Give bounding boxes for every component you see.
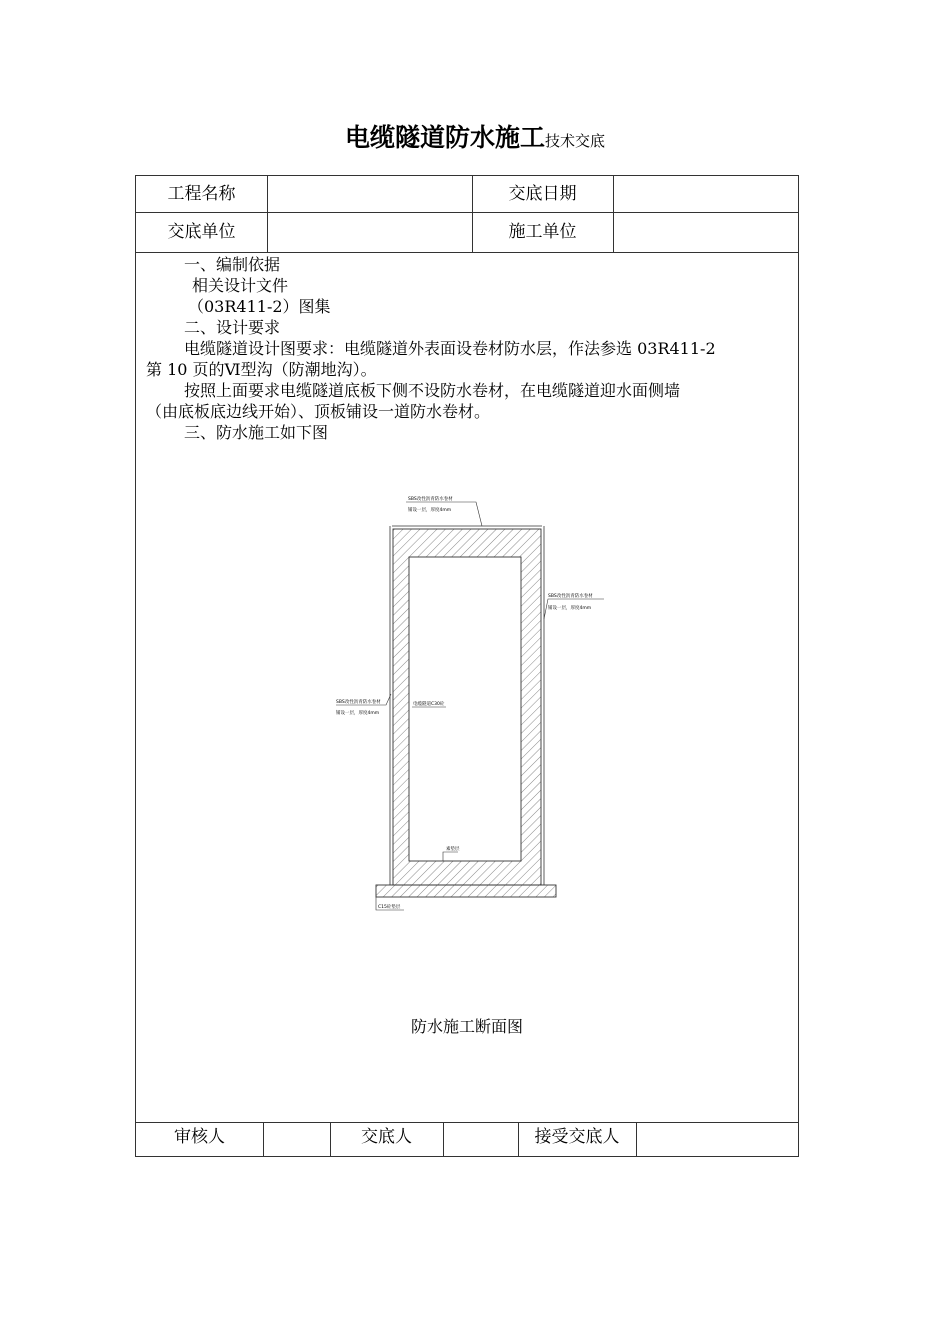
discloser-label: 交底人 [361,1127,412,1147]
waterproofing-section-diagram [336,494,606,924]
disclosure-content [146,254,791,443]
section2-para1a: 电缆隧道设计图要求：电缆隧道外表面设卷材防水层，作法参选 03R411-2 [184,339,716,358]
note-right-line1: SBS改性沥青防水卷材 [548,594,593,599]
tunnel-inner-space [409,557,521,861]
col-divider [636,1122,637,1157]
note-center: 电缆隧道C30砼 [413,702,445,707]
reviewer-label: 审核人 [174,1127,225,1147]
section2-para2b: （由底板底边线开始）、顶板铺设一道防水卷材。 [146,402,491,421]
row-divider [136,252,798,253]
base-bedding [376,885,556,897]
note-left-line2: 铺设一层，厚度4mm [336,711,380,716]
col-divider [613,176,614,252]
note-right-line2: 铺设一层，厚度4mm [548,606,592,611]
issuer-label: 交底单位 [167,222,236,242]
col-divider [263,1122,264,1157]
note-left-line1: SBS改性沥青防水卷材 [336,700,381,705]
note-top-line2: 铺设一层，厚度4mm [408,508,452,513]
diagram-caption: 防水施工断面图 [410,1017,523,1036]
section3-heading: 三、防水施工如下图 [184,423,329,442]
title-sub: 技术交底 [545,132,606,150]
title-main: 电缆隧道防水施工 [344,123,545,152]
disclosure-form [135,175,799,1157]
note-top-line1: SBS改性沥青防水卷材 [408,497,453,502]
col-divider [443,1122,444,1157]
receiver-label: 接受交底人 [534,1127,620,1147]
section1-heading: 一、编制依据 [184,255,281,274]
project-name-label: 工程名称 [167,184,236,204]
contractor-label: 施工单位 [508,222,577,242]
note-bottom: 素垫层 [446,847,460,852]
leader-top [406,502,482,526]
date-label: 交底日期 [508,184,577,204]
section2-para2a: 按照上面要求电缆隧道底板下侧不设防水卷材，在电缆隧道迎水面侧墙 [184,381,681,400]
section2-para1b: 第 10 页的Ⅵ型沟（防潮地沟）。 [146,360,377,379]
document-title [0,118,950,154]
section1-line2: （03R411-2）图集 [188,297,331,316]
col-divider [267,176,268,252]
section1-line1: 相关设计文件 [192,276,289,295]
section2-heading: 二、设计要求 [184,318,281,337]
note-base: C15砼垫层 [378,905,401,910]
